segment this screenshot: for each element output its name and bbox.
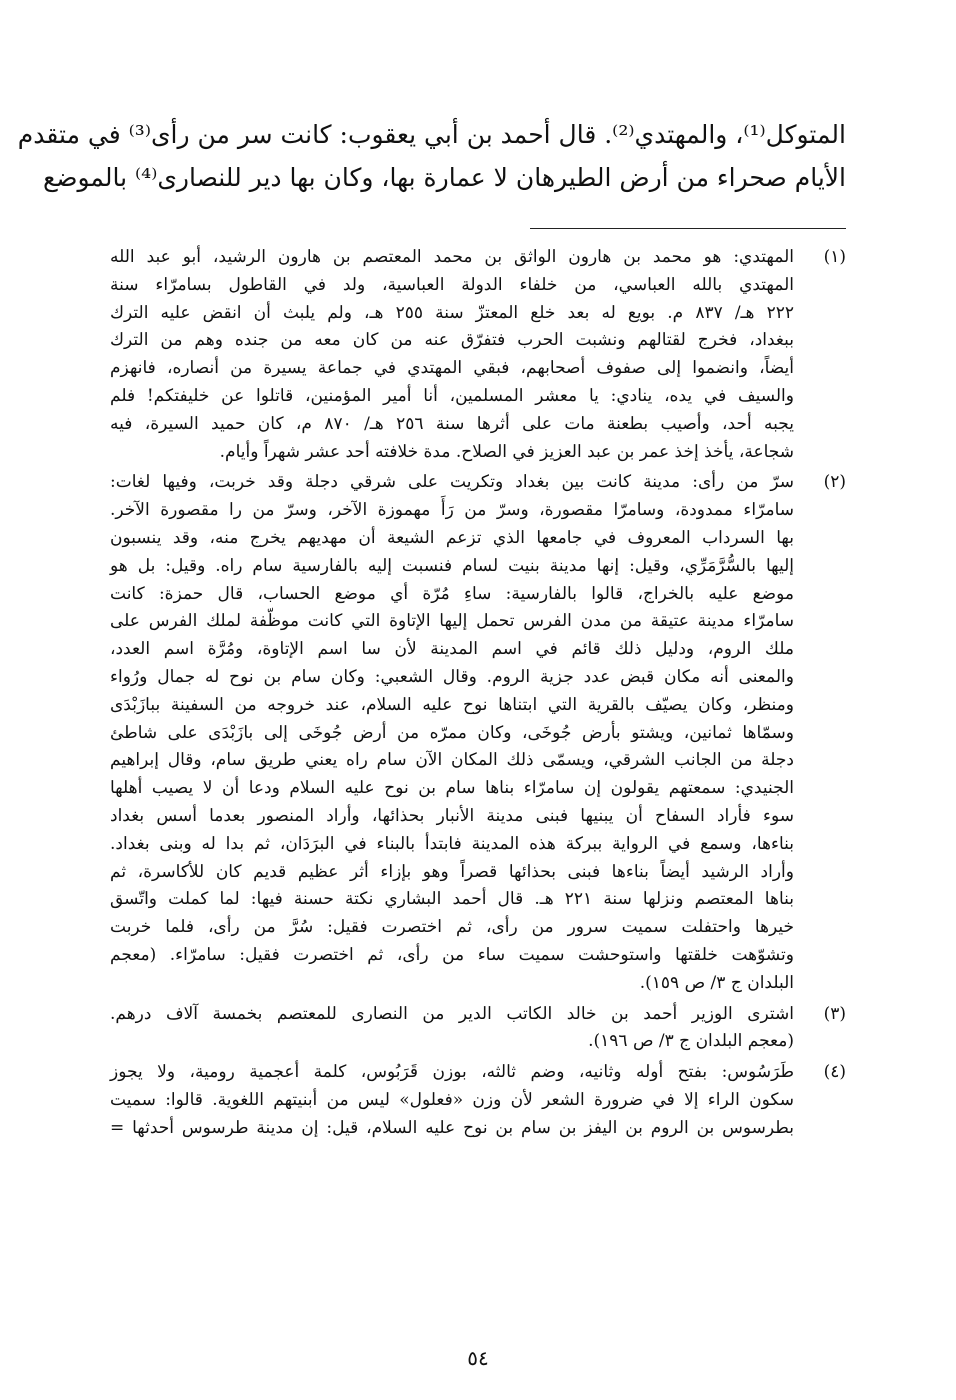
- footnote-line: والسيف في يده، ينادي: يا معشر المسلمين، أنا أمير المؤمنين، قاتلوا عن خليفتكم! فلم: [110, 385, 794, 406]
- footnote-number: (٤): [823, 1062, 846, 1083]
- footnote-line: ٢٢٢ هـ/ ٨٣٧ م. بويع له بعد خلع المعتزّ سنة ٢٥٥ هـ، ولم يلبث أن انقض عليه الترك: [110, 302, 795, 323]
- footnote-line: ببغداد، فخرج لقتالهم ونشبت الحرب فتفرّق عنه من كان معه من جنده وهم من الترك: [110, 330, 794, 351]
- footnote-number: (٢): [823, 472, 846, 493]
- footnote-line: ومنظر، وكان يصيّف بالقرية التي ابتناها نوح عليه السلام، عند خروجه من السفينة ببازَبْدَى: [110, 694, 794, 715]
- footnote-line: ملك الروم، ودليل ذلك قائم في اسم المدينة لأن سا اسم الإتاوة، ومُرَّة اسم العدد،: [110, 639, 794, 660]
- footnote-line: (معجم البلدان ج ٣/ ص ١٩٦).: [588, 1031, 794, 1052]
- footnote-line: سوء فأراد السفاح أن يبنيها فبنى مدينة الأنبار بحذائها، وأراد المنصور بعدما أسس بغداد: [110, 805, 794, 826]
- footnote-line: خيرها واحتفلت سميت سرور من رأى، ثم اختصرت فقيل: سُرَّ من رأى، فلما خربت: [110, 917, 794, 938]
- footnote-number: (١): [823, 247, 846, 267]
- footnote-line: البلدان ج ٣/ ص ١٥٩).: [639, 972, 794, 993]
- footnote-number: (٣): [823, 1003, 846, 1024]
- footnote-line: أيضاً، وانضموا إلى صفوف أصحابهم، فبقي المهتدي في جماعة يسيرة من أنصاره، فانهزم: [110, 358, 794, 379]
- footnote-4: [110, 1059, 846, 1142]
- footnote-line: وتشوّهت خلقتها واستوحشت سميت ساء من رأى، ثم اختصرت فقيل: سامرّاء. (معجم: [110, 944, 794, 965]
- footnote-line: سامرّاء ممدودة، وسامرّا مقصورة، وسرّ من رَأَ مهموزة الآخر، وسرّ من را مقصورة الآخر.: [110, 500, 794, 521]
- footnote-line: المهتدي: هو محمد بن هارون الواثق بن محمد المعتصم بن هارون الرشيد، أبو عبد الله: [110, 247, 794, 267]
- footnote-line: سرّ من رأى: مدينة كانت بين بغداد وتكريت على شرقي دجلة وقد خربت، وفيها لغات:: [110, 472, 794, 493]
- footnote-1: [110, 244, 846, 466]
- page-number: ٥٤: [467, 1346, 489, 1370]
- footnote-3: [110, 1001, 846, 1057]
- footnote-line: الجنيدي: سمعتهم يقولون إن سامرّاء بناها سام بن نوح عليه السلام ودعا أن لا يصيب أهلها: [110, 778, 794, 799]
- footnote-line: سكون الراء إلا في ضرورة الشعر لأن وزن «فعلول» ليس من أبنيتهم اللغوية. قالوا: سميت: [110, 1089, 794, 1110]
- footnote-line: شجاعة، يأخذ إخذ عمر بن عبد العزيز في الصلاح. مدة خلافته أحد عشر شهراً وأيام.: [219, 441, 794, 462]
- footnote-line: اشترى الوزير أحمد بن خالد الكاتب الدير من النصارى للمعتصم بخمسة آلاف درهم.: [110, 1003, 794, 1024]
- footnote-line: بطرسوس بن الروم بن اليفز بن سام بن نوح عليه السلام، قيل: إن مدينة طرسوس أحدثها =: [110, 1117, 794, 1138]
- footnote-line: بها السرداب المعروف في جامعها الذي تزعم الشيعة أن مهديهم يخرج منه، وقد ينسبون: [110, 527, 794, 548]
- main-text: [17, 113, 846, 199]
- footnote-line: موضع عليه بالخراج، قالوا بالفارسية: ساءِ مُرّة أي موضع الحساب، قال حمزة: كانت: [110, 583, 794, 604]
- main-text-line: الأيام صحراء من أرض الطيرهان لا عمارة بها، وكان بها دير للنصارى⁽⁴⁾ بالموضع: [42, 163, 846, 192]
- footnote-line: وسمّاها ثمانين، ويشتو بأرض جُوخَى، وكان ممرّه من أرض جُوخَى إلى بازَبْدَى على شاطئ: [110, 722, 794, 743]
- footnote-line: سامرّاء مدينة عتيقة من مدن الفرس تحمل إليها الإتاوة التي كانت موظّفة لملك الفرس على: [110, 611, 794, 632]
- footnote-line: طَرَسُوس: بفتح أوله وثانيه، وضم ثالثه، بوزن قَرَبُوس، كلمة أعجمية رومية، ولا يجوز: [110, 1062, 794, 1083]
- footnote-2: [110, 469, 846, 997]
- footnote-line: بناءها، وسمع في الرواية ببركة هذه المدينة فابتدأ بالبناء في البرَدَان، ثم بدا له وبنى بغداد.: [110, 833, 794, 854]
- footnotes: [110, 244, 846, 1146]
- main-text-line: المتوكل⁽¹⁾، والمهتدي⁽²⁾. قال أحمد بن أبي يعقوب: كانت سر من رأى⁽³⁾ في متقدم: [17, 120, 846, 149]
- footnote-line: المهتدي بالله العباسي، من خلفاء الدولة العباسية، ولد في القاطول بسامرّاء سنة: [110, 274, 794, 295]
- footnote-line: وأراد الرشيد أيضاً بناءها فبنى بحذائها قصراً وهو بإزاء أثر عظيم قديم كان للأكاسرة، ثم: [110, 861, 794, 882]
- footnote-divider: [530, 228, 846, 229]
- footnote-line: بناها المعتصم ونزلها سنة ٢٢١ هـ. قال أحمد البشاري نكتة حسنة فيها: لما كملت واتّسق: [110, 889, 794, 910]
- footnote-line: والمعنى أنه مكان قبض عدد جزية الروم. وقال الشعبي: وكان سام بن نوح له جمال ورُواء: [110, 666, 794, 687]
- footnote-line: يجبه أحد، وأصيب بطعنة مات على أثرها سنة ٢٥٦ هـ/ ٨٧٠ م، كان حميد السيرة، فيه: [110, 413, 795, 434]
- footnote-line: إليها بالسُّرَّمَرِّي، وقيل: إنها مدينة بنيت لسام فنسبت إليه بالفارسية سام راه. وقيل: بل هو: [110, 555, 794, 576]
- footnote-line: دجلة من الجانب الشرقي، ويسمّى ذلك المكان الآن سام راه يعني طريق سام، وقال إبراهيم: [110, 750, 794, 771]
